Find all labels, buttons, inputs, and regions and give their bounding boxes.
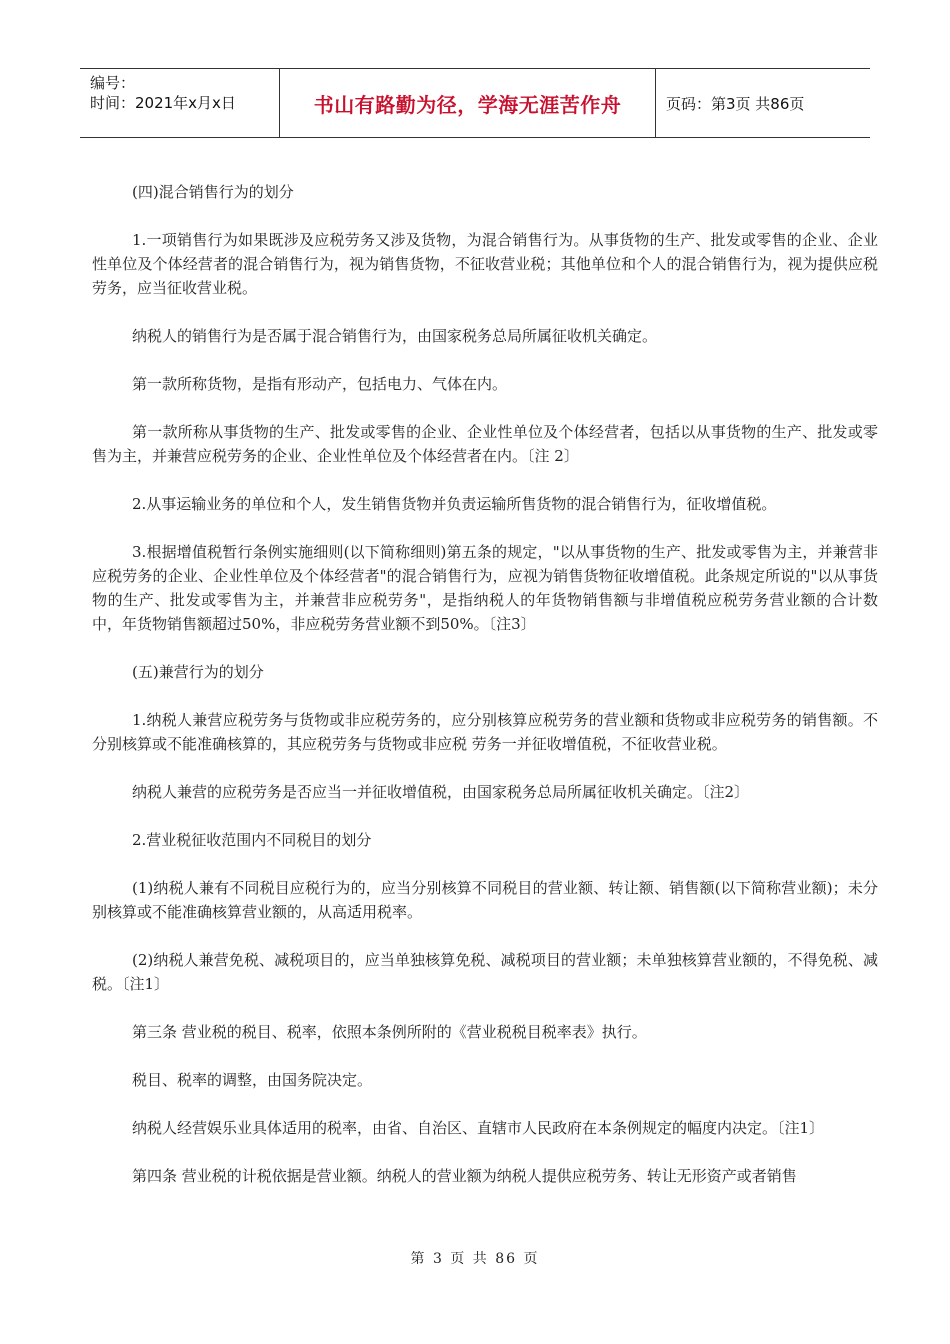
paragraph: 3.根据增值税暂行条例实施细则(以下简称细则)第五条的规定，"以从事货物的生产、批发或零售为主，并兼营非应税劳务的企业、企业性单位及个体经营者"的混合销售行为，应视为销售货物征收增值税。此条规定所说的"以从事货物的生产、批发或零售为主，并兼营非应税劳务"，是指纳税人的年货物销售额与非增值税应税劳务营业额的合计数中，年货物销售额超过50%，非应税劳务营业额不到50%。〔注3〕: [92, 543, 878, 633]
page-footer: 第 3 页 共 86 页: [410, 1251, 540, 1267]
section-heading: (四)混合销售行为的划分: [132, 183, 294, 201]
paragraph: 纳税人经营娱乐业具体适用的税率，由省、自治区、直辖市人民政府在本条例规定的幅度内决定。〔注1〕: [132, 1119, 825, 1137]
paragraph: 纳税人兼营的应税劳务是否应当一并征收增值税，由国家税务总局所属征收机关确定。〔注2〕: [132, 783, 750, 801]
article-paragraph: 第四条 营业税的计税依据是营业额。纳税人的营业额为纳税人提供应税劳务、转让无形资产或者销售: [132, 1167, 797, 1185]
header-page-info: 页码：第3页 共86页: [666, 94, 805, 113]
paragraph: (2)纳税人兼营免税、减税项目的，应当单独核算免税、减税项目的营业额；未单独核算营业额的，不得免税、减税。〔注1〕: [92, 951, 878, 993]
paragraph: 纳税人的销售行为是否属于混合销售行为，由国家税务总局所属征收机关确定。: [132, 327, 658, 345]
section-heading: (五)兼营行为的划分: [132, 663, 264, 681]
header-motto: 书山有路勤为径，学海无涯苦作舟: [280, 69, 656, 137]
paragraph: 第一款所称货物，是指有形动产，包括电力、气体在内。: [132, 375, 508, 393]
paragraph: (1)纳税人兼有不同税目应税行为的，应当分别核算不同税目的营业额、转让额、销售额(以下简称营业额)；未分别核算或不能准确核算营业额的，从高适用税率。: [92, 879, 878, 921]
paragraph: 1.一项销售行为如果既涉及应税劳务又涉及货物，为混合销售行为。从事货物的生产、批发或零售的企业、企业性单位及个体经营者的混合销售行为，视为销售货物，不征收营业税；其他单位和个人的混合销售行为，视为提供应税劳务，应当征收营业税。: [92, 231, 878, 297]
header-meta: [80, 69, 280, 137]
paragraph: 2.从事运输业务的单位和个人，发生销售货物并负责运输所售货物的混合销售行为，征收增值税。: [132, 495, 777, 513]
article-paragraph: 第三条 营业税的税目、税率，依照本条例所附的《营业税税目税率表》执行。: [132, 1023, 647, 1041]
paragraph: 第一款所称从事货物的生产、批发或零售的企业、企业性单位及个体经营者，包括以从事货物的生产、批发或零售为主，并兼营应税劳务的企业、企业性单位及个体经营者在内。〔注 2〕: [92, 423, 878, 465]
document-body: [92, 180, 878, 1212]
document-date: 时间：2021年x月x日: [90, 94, 236, 112]
page-header: [80, 68, 870, 138]
paragraph: 1.纳税人兼营应税劳务与货物或非应税劳务的，应分别核算应税劳务的营业额和货物或非应税劳务的销售额。不分别核算或不能准确核算的，其应税劳务与货物或非应税 劳务一并征收增值税，不征收营业税。: [92, 711, 878, 753]
paragraph: 税目、税率的调整，由国务院决定。: [132, 1071, 373, 1089]
document-number-label: 编号：: [90, 74, 136, 92]
paragraph: 2.营业税征收范围内不同税目的划分: [132, 831, 372, 849]
